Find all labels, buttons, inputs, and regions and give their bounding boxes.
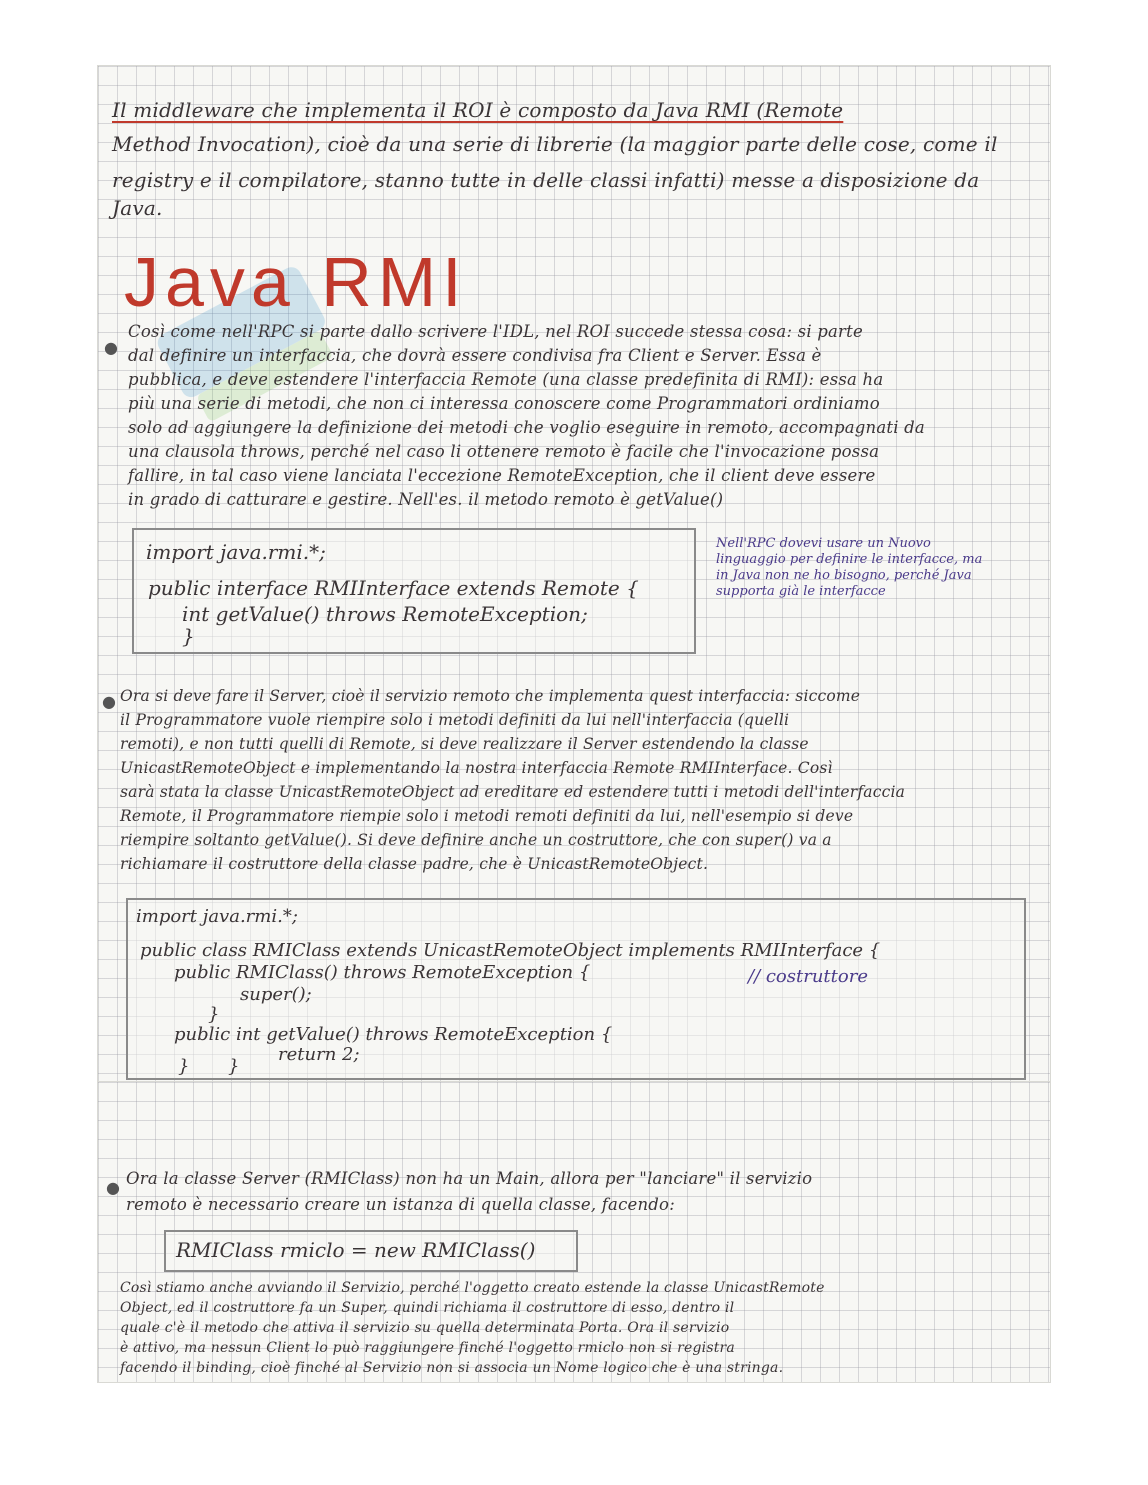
bullet-dot-icon: ● xyxy=(106,1178,120,1197)
paragraph-1-line: una clausola throws, perché nel caso li ottenere remoto è facile che l'invocazione possa xyxy=(128,442,880,461)
code-line: } xyxy=(178,1056,190,1077)
paragraph-2-line: UnicastRemoteObject e implementando la nostra interfaccia Remote RMIInterface. Così xyxy=(120,759,833,777)
paragraph-3 xyxy=(126,1166,1036,1218)
paragraph-4-line: è attivo, ma nessun Client lo può raggiungere finché l'oggetto rmiclo non si registra xyxy=(120,1340,735,1356)
paragraph-2 xyxy=(120,684,1040,876)
paragraph-2-line: Ora si deve fare il Server, cioè il servizio remoto che implementa quest interfaccia: siccome xyxy=(120,687,861,705)
paragraph-1-line: fallire, in tal caso viene lanciata l'eccezione RemoteException, che il client deve essere xyxy=(128,466,876,485)
side-note-line: in Java non ne ho bisogno, perché Java xyxy=(716,568,972,583)
code-line: } xyxy=(228,1056,240,1077)
paragraph-1-line: dal definire un interfaccia, che dovrà essere condivisa fra Client e Server. Essa è xyxy=(128,346,822,365)
code-line: return 2; xyxy=(278,1044,360,1065)
code-box-interface xyxy=(132,528,696,654)
code-line: super(); xyxy=(240,984,312,1005)
intro-text-1: Il middleware che implementa il ROI è composto da Java RMI (Remote xyxy=(112,98,844,122)
section-heading: Java RMI xyxy=(124,243,468,321)
paragraph-4-line: Così stiamo anche avviando il Servizio, perché l'oggetto creato estende la classe UnicastRemote xyxy=(120,1280,825,1296)
intro-line-3: registry e il compilatore, stanno tutte in delle classi infatti) messe a disposizione da Java. xyxy=(112,168,980,220)
paragraph-3-line: Ora la classe Server (RMIClass) non ha un Main, allora per "lanciare" il servizio xyxy=(126,1169,813,1188)
code-line: RMIClass rmiclo = new RMIClass() xyxy=(176,1238,536,1262)
side-note-line: Nell'RPC dovevi usare un Nuovo xyxy=(716,536,931,551)
paragraph-2-line: remoti), e non tutti quelli di Remote, si deve realizzare il Server estendendo la classe xyxy=(120,735,809,753)
side-note xyxy=(716,536,1036,600)
paragraph-1-line: in grado di catturare e gestire. Nell'es. il metodo remoto è getValue() xyxy=(128,490,724,509)
page-continuation xyxy=(98,1082,1050,1382)
paragraph-4-line: quale c'è il metodo che attiva il servizio su quella determinata Porta. Ora il servizio xyxy=(120,1320,730,1336)
paragraph-4-line: facendo il binding, cioè finché al Servizio non si associa un Nome logico che è una stringa. xyxy=(120,1360,784,1376)
paragraph-2-line: sarà stata la classe UnicastRemoteObject ad ereditare ed estendere tutti i metodi dell'interfaccia xyxy=(120,783,906,801)
paragraph-2-line: riempire soltanto getValue(). Si deve definire anche un costruttore, che con super() va a xyxy=(120,831,832,849)
paragraph-1-line: Così come nell'RPC si parte dallo scrivere l'IDL, nel ROI succede stessa cosa: si parte xyxy=(128,322,863,341)
code-line: int getValue() throws RemoteException; xyxy=(182,602,588,626)
code-box-server-class xyxy=(126,898,1026,1080)
code-line: public interface RMIInterface extends Remote { xyxy=(148,576,639,600)
notebook-page xyxy=(98,66,1050,1082)
code-line: public int getValue() throws RemoteException { xyxy=(174,1024,613,1045)
paragraph-1-line: più una serie di metodi, che non ci interessa conoscere come Programmatori ordiniamo xyxy=(128,394,880,413)
intro-line-2: Method Invocation), cioè da una serie di librerie (la maggior parte delle cose, come il xyxy=(112,132,998,156)
code-line: } xyxy=(208,1004,220,1025)
paragraph-2-line: richiamare il costruttore della classe padre, che è UnicastRemoteObject. xyxy=(120,855,709,873)
intro-line-1 xyxy=(112,96,1012,124)
paragraph-1 xyxy=(128,320,1038,512)
paragraph-2-line: il Programmatore vuole riempire solo i metodi definiti da lui nell'interfaccia (quelli xyxy=(120,711,790,729)
paragraph-2-line: Remote, il Programmatore riempie solo i metodi remoti definiti da lui, nell'esempio si deve xyxy=(120,807,854,825)
code-line: public RMIClass() throws RemoteException { xyxy=(174,962,591,983)
paragraph-1-line: solo ad aggiungere la definizione dei metodi che voglio eseguire in remoto, accompagnati da xyxy=(128,418,925,437)
code-line: import java.rmi.*; xyxy=(136,906,298,927)
bullet-dot-icon: ● xyxy=(104,338,118,357)
side-note-line: linguaggio per definire le interfacce, ma xyxy=(716,552,983,567)
paragraph-1-line: pubblica, e deve estendere l'interfaccia Remote (una classe predefinita di RMI): essa ha xyxy=(128,370,884,389)
code-line: public class RMIClass extends UnicastRemoteObject implements RMIInterface { xyxy=(140,940,881,961)
code-line: } xyxy=(182,624,195,648)
bullet-dot-icon: ● xyxy=(102,692,116,711)
code-box-instance xyxy=(164,1230,578,1272)
side-note-line: supporta già le interfacce xyxy=(716,584,886,599)
paragraph-4-line: Object, ed il costruttore fa un Super, quindi richiama il costruttore di esso, dentro il xyxy=(120,1300,735,1316)
code-line: import java.rmi.*; xyxy=(146,540,326,564)
paragraph-4 xyxy=(120,1278,1046,1378)
code-comment: // costruttore xyxy=(748,966,868,987)
paragraph-3-line: remoto è necessario creare un istanza di quella classe, facendo: xyxy=(126,1195,675,1214)
